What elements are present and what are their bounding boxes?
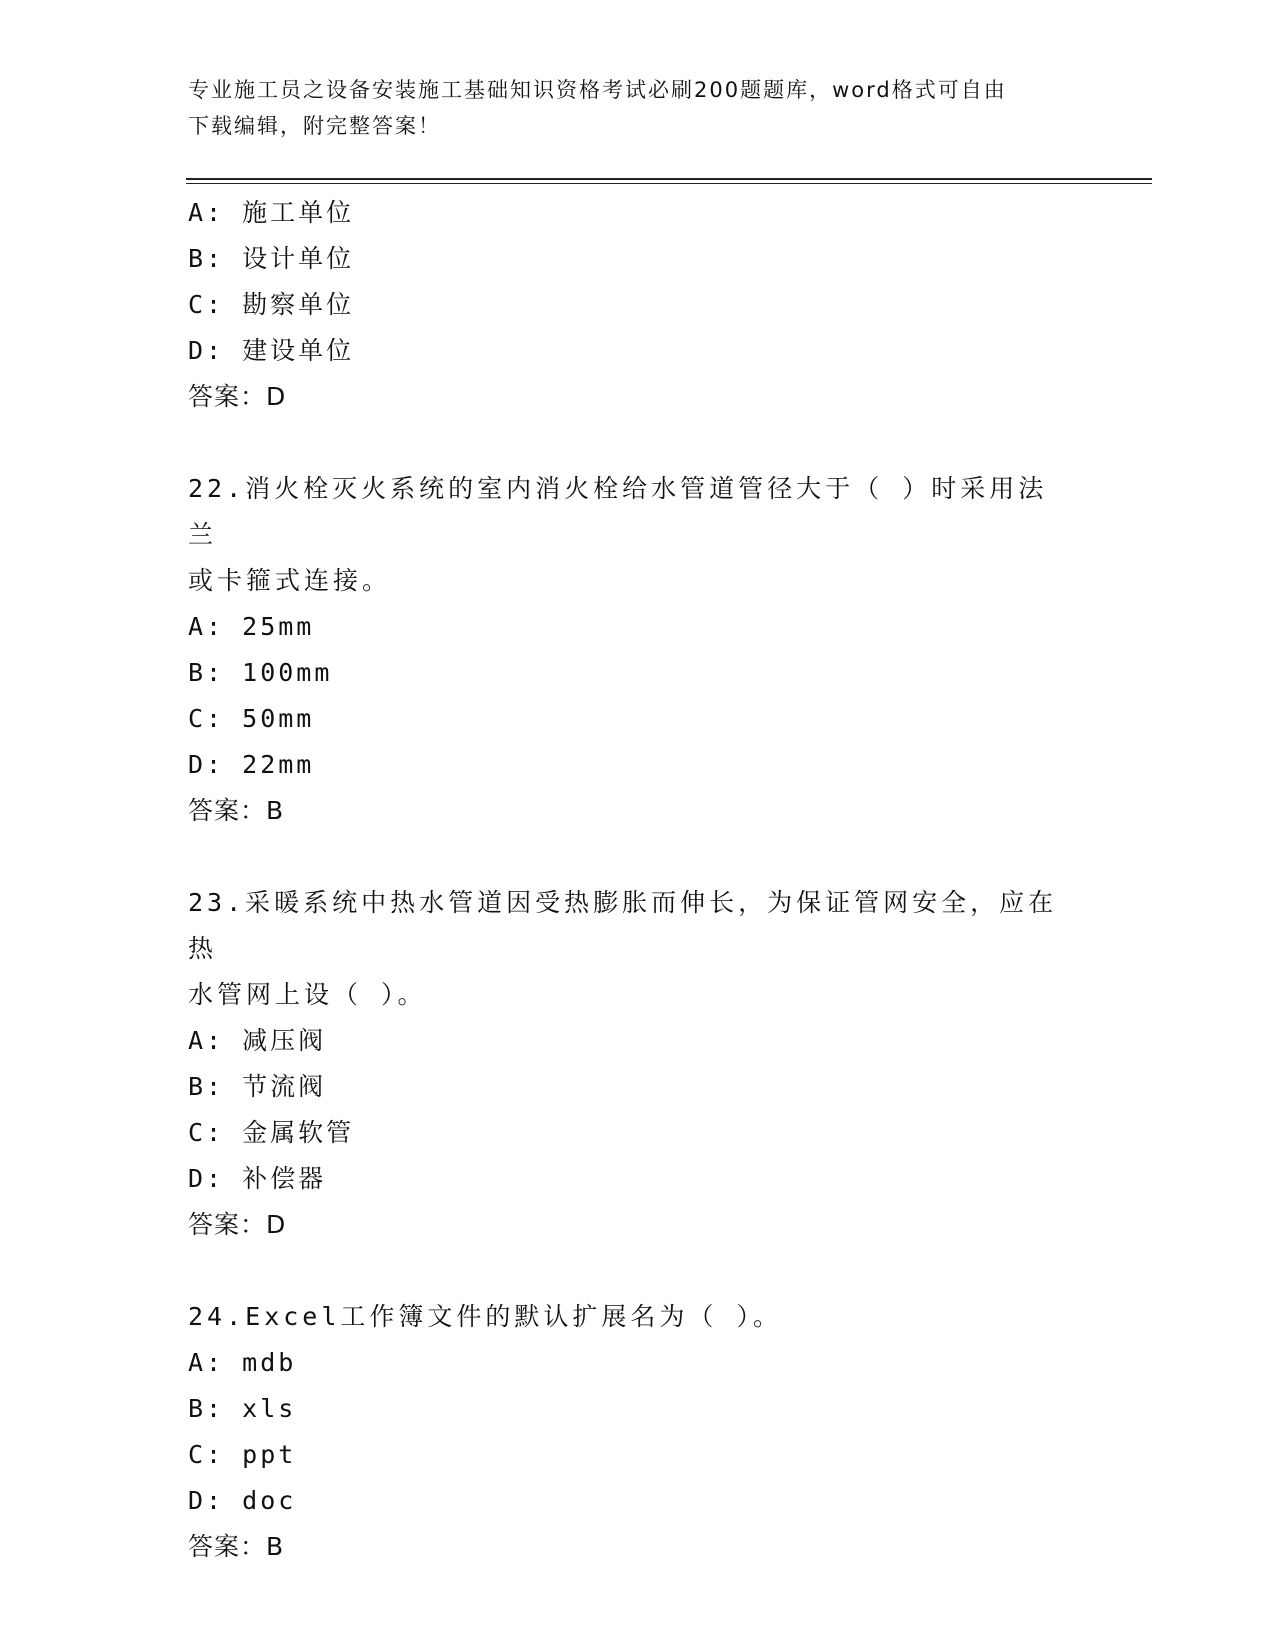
question-text: [188, 880, 1068, 1018]
option-b: B: xls: [188, 1394, 297, 1423]
question-text: [188, 466, 1068, 604]
question-text-line-1: 23.采暖系统中热水管道因受热膨胀而伸长，为保证管网安全，应在热: [188, 888, 1058, 963]
question-text-line-1: 24.Excel工作簿文件的默认扩展名为（ ）。: [188, 1302, 782, 1331]
question-text-line-1: 22.消火栓灭火系统的室内消火栓给水管道管径大于（ ）时采用法兰: [188, 474, 1048, 549]
question-text-line-2: 或卡箍式连接。: [188, 566, 392, 595]
option-c: C: 50mm: [188, 704, 315, 733]
answer-line: 答案：B: [188, 1532, 285, 1561]
document-header: [188, 72, 1068, 144]
question-text: [188, 1294, 1068, 1340]
header-divider-thick: [186, 178, 1152, 180]
answer-line: 答案：B: [188, 796, 285, 825]
option-d: D: 22mm: [188, 750, 315, 779]
spacer: [188, 420, 1088, 466]
option-a: A: 减压阀: [188, 1026, 327, 1055]
option-b: B: 设计单位: [188, 244, 355, 273]
option-a: A: 25mm: [188, 612, 315, 641]
question-24-block: [188, 1294, 1088, 1570]
question-23-block: [188, 880, 1088, 1248]
option-a: A: 施工单位: [188, 198, 355, 227]
option-b: B: 节流阀: [188, 1072, 327, 1101]
option-d: D: 补偿器: [188, 1164, 327, 1193]
question-text-line-2: 水管网上设（ ）。: [188, 980, 427, 1009]
option-c: C: 勘察单位: [188, 290, 355, 319]
option-c: C: 金属软管: [188, 1118, 355, 1147]
question-22-block: [188, 466, 1088, 834]
option-a: A: mdb: [188, 1348, 297, 1377]
header-divider-thin: [186, 183, 1152, 184]
answer-line: 答案：D: [188, 382, 287, 411]
option-d: D: doc: [188, 1486, 297, 1515]
header-line-2: 下载编辑，附完整答案！: [188, 114, 441, 138]
option-d: D: 建设单位: [188, 336, 355, 365]
question-21-block: [188, 190, 1088, 420]
answer-line: 答案：D: [188, 1210, 287, 1239]
question-list: [188, 190, 1088, 1570]
option-b: B: 100mm: [188, 658, 333, 687]
header-line-1: 专业施工员之设备安装施工基础知识资格考试必刷200题题库，word格式可自由: [188, 78, 1007, 102]
spacer: [188, 834, 1088, 880]
spacer: [188, 1248, 1088, 1294]
option-c: C: ppt: [188, 1440, 297, 1469]
